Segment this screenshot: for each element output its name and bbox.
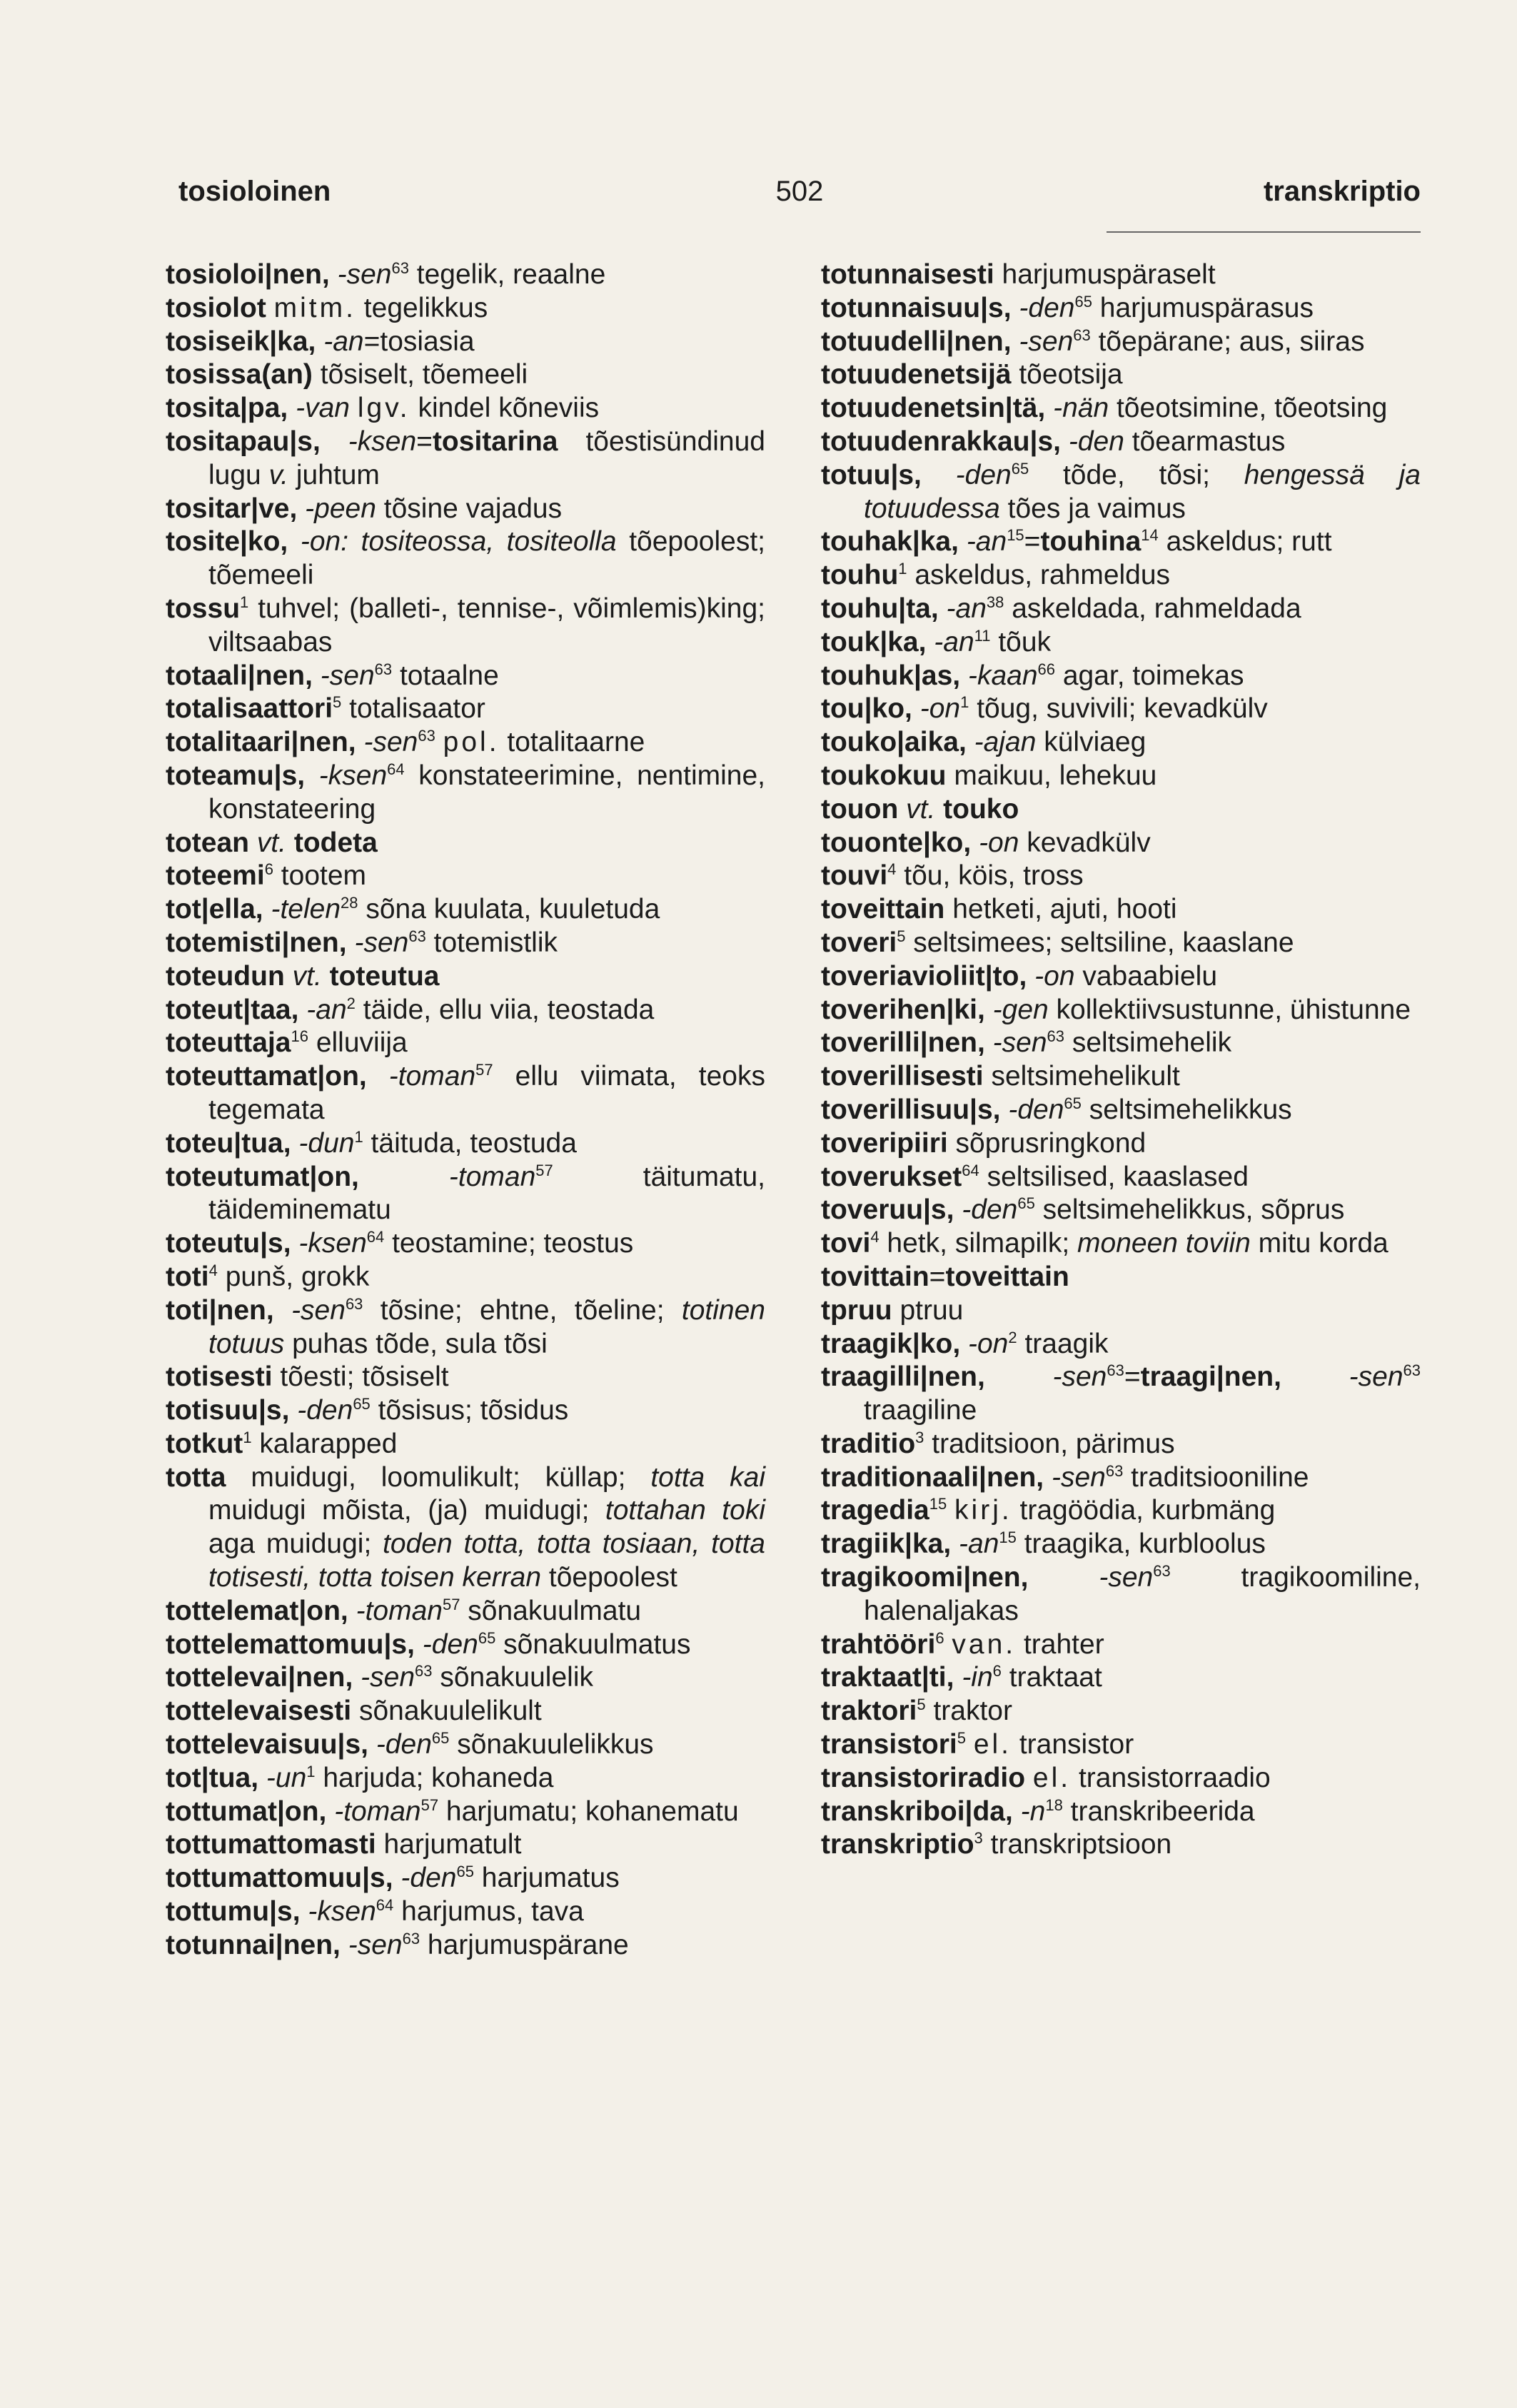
dictionary-entry (821, 425, 1421, 459)
entry-headword: toteemi (166, 860, 265, 892)
entry-headword: tosiolot (166, 292, 266, 323)
entry-headword: totuudelli|nen, (821, 326, 1012, 357)
entry-definition: vt. toteutua (292, 960, 440, 992)
entry-definition: -van lgv. kindel kõneviis (296, 393, 600, 424)
entry-headword: totuudenrakkau|s, (821, 425, 1061, 457)
dictionary-entry (166, 1294, 765, 1361)
entry-definition: -den$^{65}$ harjumatus (400, 1863, 620, 1894)
dictionary-entry (166, 726, 765, 760)
entry-definition: -ksen$^{64}$ konstateerimine, nentimine, konstateering (208, 760, 766, 825)
entry-headword: tosita|pa, (166, 393, 288, 424)
entry-headword: tositar|ve, (166, 493, 298, 524)
dictionary-entry (166, 1895, 765, 1929)
dictionary-entry (821, 994, 1421, 1027)
entry-definition: $^4$ hetk, silmapilk; moneen toviin mitu korda (870, 1228, 1389, 1259)
entry-definition: $-n^{18}$ transkribeerida (1020, 1795, 1255, 1827)
entry-headword: traditionaali|nen, (821, 1461, 1044, 1493)
entry-headword: touon (821, 793, 899, 825)
entry-headword: toti (166, 1261, 209, 1292)
entry-definition: -kaan$^{66}$ agar, toimekas (967, 660, 1244, 691)
dictionary-entry (166, 692, 765, 726)
entry-definition: -telen$^{28}$ sõna kuulata, kuuletuda (271, 894, 660, 925)
entry-definition: harjumatult (376, 1829, 522, 1860)
entry-headword: totuu|s, (821, 459, 922, 490)
dictionary-entry (821, 1661, 1421, 1695)
entry-headword: toverillisuu|s, (821, 1094, 1001, 1125)
dictionary-entry (821, 1261, 1421, 1294)
entry-definition: $-an^{11}$ tõuk (934, 626, 1052, 658)
entry-headword: touhak|ka, (821, 526, 959, 558)
dictionary-entry (166, 593, 765, 660)
entry-definition: el. transistorraadio (1032, 1762, 1271, 1793)
entry-definition: -sen$^{63}$ harjumuspärane (348, 1929, 629, 1960)
entry-definition: $-on^1$ tõug, suvivili; kevadkülv (919, 693, 1268, 725)
entry-definition: -den$^{65}$ seltsimehelikkus, sõprus (962, 1194, 1345, 1226)
dictionary-entry (821, 1294, 1421, 1328)
entry-definition: -toman$^{57}$ täitumatu, täideminematu (208, 1161, 765, 1226)
entry-definition: -gen kollektiivsustunne, ühistunne (992, 994, 1411, 1025)
entry-definition: $-un^1$ harjuda; kohaneda (266, 1762, 554, 1793)
entry-headword: tosite|ko, (166, 526, 288, 558)
entry-definition: -ajan külviaeg (974, 727, 1146, 758)
entry-headword: tragikoomi|nen, (821, 1562, 1029, 1593)
entry-headword: traktaat|ti, (821, 1662, 954, 1693)
entry-definition: $^1$ kalarapped (243, 1428, 398, 1459)
entry-headword: totunnai|nen, (166, 1929, 341, 1960)
entry-headword: tottelevai|nen, (166, 1662, 353, 1693)
dictionary-entry (166, 1595, 765, 1628)
entry-definition: -dun$^1$ täituda, teostuda (298, 1127, 577, 1159)
entry-headword: totuudenetsin|tä, (821, 393, 1046, 424)
entry-definition: hetketi, ajuti, hooti (944, 894, 1177, 925)
dictionary-entry (166, 1795, 765, 1829)
dictionary-entry (821, 292, 1421, 326)
entry-definition: -den$^{65}$ tõsisus; tõsidus (297, 1395, 569, 1426)
entry-definition: $^4$ tõu, köis, tross (887, 860, 1084, 892)
entry-headword: totisesti (166, 1361, 273, 1393)
dictionary-entry (166, 994, 765, 1027)
dictionary-entry (166, 827, 765, 860)
entry-headword: transistoriradio (821, 1762, 1026, 1793)
entry-definition: $-an^{15}$ traagika, kurbloolus (959, 1528, 1266, 1560)
entry-headword: toverukset (821, 1161, 962, 1192)
entry-definition: vt. touko (906, 793, 1019, 825)
entry-headword: tpruu (821, 1294, 892, 1326)
entry-definition: -den$^{65}$ sõnakuulmatus (422, 1628, 691, 1660)
entry-headword: toteuttaja (166, 1027, 291, 1059)
dictionary-entry (821, 960, 1421, 994)
dictionary-entry (166, 1060, 765, 1127)
dictionary-entry (166, 258, 765, 292)
entry-definition: $^3$ transkriptsioon (974, 1829, 1172, 1860)
dictionary-entry (821, 1027, 1421, 1060)
entry-headword: touonte|ko, (821, 827, 972, 858)
entry-definition: -ksen$^{64}$ teostamine; teostus (298, 1228, 634, 1259)
dictionary-entry (166, 1161, 765, 1228)
dictionary-entry (166, 1428, 765, 1461)
dictionary-entry (821, 1428, 1421, 1461)
entry-definition: $^1$ askeldus, rahmeldus (898, 560, 1171, 591)
dictionary-entry (821, 559, 1421, 593)
entry-headword: toteudun (166, 960, 285, 992)
entry-headword: tottumattomasti (166, 1829, 376, 1860)
entry-headword: toukokuu (821, 760, 947, 791)
entry-headword: totalitaari|nen, (166, 727, 356, 758)
entry-headword: toverilli|nen, (821, 1027, 985, 1059)
dictionary-entry (821, 927, 1421, 960)
entry-definition: -peen tõsine vajadus (305, 493, 563, 524)
dictionary-entry (821, 326, 1421, 359)
entry-headword: toteamu|s, (166, 760, 306, 791)
entry-headword: transkriboi|da, (821, 1795, 1013, 1827)
dictionary-entry (166, 326, 765, 359)
entry-headword: traktori (821, 1696, 917, 1727)
entry-headword: transistori (821, 1729, 957, 1760)
entry-headword: toveittain (821, 894, 945, 925)
dictionary-entry (166, 927, 765, 960)
entry-definition: $^5$ el. transistor (957, 1729, 1134, 1760)
entry-definition: maikuu, lehekuu (946, 760, 1157, 791)
entry-definition: $^4$ punš, grokk (208, 1261, 370, 1292)
dictionary-entry (821, 1561, 1421, 1628)
entry-headword: totemisti|nen, (166, 927, 347, 958)
dictionary-entry (821, 1060, 1421, 1094)
entry-definition: $^3$ traditsioon, pärimus (915, 1428, 1175, 1459)
entry-headword: totkut (166, 1428, 243, 1459)
entry-definition: tõsiselt, tõemeeli (312, 359, 528, 391)
entry-headword: toverihen|ki, (821, 994, 985, 1025)
entry-definition: -ksen=tositarina tõestisündinud lugu v. juhtum (208, 425, 765, 490)
dictionary-entry (166, 1394, 765, 1428)
dictionary-entry (821, 1494, 1421, 1528)
entry-headword: tottumattomuu|s, (166, 1863, 393, 1894)
entry-definition: -den tõearmastus (1068, 425, 1286, 457)
entry-headword: touko|aika, (821, 727, 967, 758)
dictionary-entry (821, 893, 1421, 927)
entry-definition: -den$^{65}$ tõde, tõsi; hengessä ja totuudessa tões ja vaimus (864, 459, 1421, 524)
entry-headword: tovittain (821, 1261, 929, 1292)
page-number: 502 (775, 176, 824, 207)
entry-headword: transkriptio (821, 1829, 974, 1860)
entry-headword: toteutumat|on, (166, 1161, 359, 1192)
entry-definition: $-on^2$ traagik (968, 1328, 1109, 1359)
dictionary-entry (166, 1828, 765, 1862)
entry-definition: mitm. tegelikkus (273, 292, 488, 323)
dictionary-entry (166, 760, 765, 827)
entry-definition: -sen$^{63}$ totaalne (320, 660, 499, 691)
dictionary-entry (821, 258, 1421, 292)
entry-definition: $-an^2$ täide, ellu viia, teostada (306, 994, 655, 1025)
entry-headword: totunnaisuu|s, (821, 292, 1012, 323)
entry-definition: $^6$ van. trahter (935, 1628, 1104, 1660)
entry-headword: touk|ka, (821, 626, 927, 658)
entry-definition: harjumuspäraselt (994, 259, 1216, 290)
entry-definition: -den$^{65}$ seltsimehelikkus (1008, 1094, 1292, 1125)
dictionary-entry (821, 358, 1421, 392)
dictionary-entry (166, 1127, 765, 1161)
dictionary-entry (166, 1762, 765, 1795)
entry-headword: totalisaattori (166, 693, 333, 725)
entry-headword: trahtööri (821, 1628, 936, 1660)
dictionary-entry (821, 860, 1421, 893)
dictionary-entry (166, 1628, 765, 1662)
page-header (178, 176, 1421, 218)
entry-headword: traagik|ko, (821, 1328, 961, 1359)
entry-headword: tosissa(an) (166, 359, 313, 391)
dictionary-entry (166, 1862, 765, 1895)
right-column (821, 258, 1421, 1862)
left-column (166, 258, 765, 1963)
dictionary-entry (166, 960, 765, 994)
entry-headword: touhuk|as, (821, 660, 961, 691)
entry-headword: tossu (166, 593, 241, 624)
entry-headword: toveriavioliit|to, (821, 960, 1027, 992)
entry-definition: $-an^{15}=touhina^{14}$ askeldus; rutt (966, 526, 1332, 558)
entry-definition: -on vabaabielu (1034, 960, 1218, 992)
entry-definition: -ksen$^{64}$ harjumus, tava (308, 1896, 584, 1928)
dictionary-entry (166, 860, 765, 893)
entry-definition: muidugi, loomulikult; küllap; totta kai muidugi mõista, (ja) muidugi; tottahan toki aga muidugi; toden totta, totta tosiaan, totta totisesti, totta toisen kerran tõepoolest (208, 1461, 765, 1593)
entry-definition: -sen$^{63}$=traagi|nen, -sen$^{63}$ traagiline (864, 1361, 1421, 1426)
dictionary-entry (821, 760, 1421, 793)
entry-definition: ptruu (892, 1294, 964, 1326)
dictionary-entry (821, 1728, 1421, 1762)
entry-headword: tottelemattomuu|s, (166, 1628, 415, 1660)
entry-headword: toveruu|s, (821, 1194, 954, 1226)
entry-headword: tottelevaisuu|s, (166, 1729, 368, 1760)
entry-headword: totaali|nen, (166, 660, 313, 691)
entry-definition: seltsimehelikult (983, 1061, 1180, 1092)
entry-headword: toteuttamat|on, (166, 1061, 367, 1092)
entry-headword: traagilli|nen, (821, 1361, 985, 1393)
entry-headword: toverillisesti (821, 1061, 984, 1092)
entry-definition: -sen$^{63}$ tõsine; ehtne, tõeline; totinen totuus puhas tõde, sula tõsi (208, 1294, 765, 1359)
entry-definition: tõesti; tõsiselt (272, 1361, 449, 1393)
entry-headword: totta (166, 1461, 226, 1493)
entry-headword: toteutu|s, (166, 1228, 291, 1259)
entry-headword: toveripiiri (821, 1127, 948, 1159)
entry-definition: -toman$^{57}$ sõnakuulmatu (356, 1595, 642, 1626)
entry-definition: -toman$^{57}$ harjumatu; kohanematu (334, 1795, 739, 1827)
dictionary-entry (166, 1728, 765, 1762)
entry-definition: sõprusringkond (947, 1127, 1146, 1159)
entry-definition: -nän tõeotsimine, tõeotsing (1053, 393, 1388, 424)
dictionary-entry (821, 459, 1421, 526)
dictionary-entry (821, 827, 1421, 860)
entry-headword: tot|ella, (166, 894, 263, 925)
entry-headword: toteu|tua, (166, 1127, 291, 1159)
dictionary-entry (821, 1227, 1421, 1261)
dictionary-entry (166, 1027, 765, 1060)
entry-headword: tou|ko, (821, 693, 912, 725)
entry-definition: -den$^{65}$ harjumuspärasus (1019, 292, 1314, 323)
dictionary-entry (166, 493, 765, 526)
entry-headword: touhu|ta, (821, 593, 939, 624)
dictionary-entry (166, 292, 765, 326)
entry-definition: $^{64}$ seltsilised, kaaslased (962, 1161, 1249, 1192)
entry-headword: tottelevaisesti (166, 1696, 352, 1727)
dictionary-entry (821, 593, 1421, 626)
dictionary-entry (166, 1261, 765, 1294)
dictionary-entry (166, 525, 765, 593)
dictionary-entry (821, 1828, 1421, 1862)
entry-definition: tõeotsija (1011, 359, 1123, 391)
entry-definition: -sen$^{63}$ tegelik, reaalne (337, 259, 606, 290)
dictionary-entry (821, 392, 1421, 425)
entry-headword: tottumu|s, (166, 1896, 301, 1928)
entry-headword: totean (166, 827, 249, 858)
entry-definition: -sen$^{63}$ traditsiooniline (1051, 1461, 1309, 1493)
entry-headword: totunnaisesti (821, 259, 994, 290)
dictionary-entry (821, 1795, 1421, 1829)
entry-definition: -sen$^{63}$ sõnakuulelik (361, 1662, 593, 1693)
entry-definition: $^6$ tootem (264, 860, 367, 892)
dictionary-entry (166, 1695, 765, 1728)
entry-definition: $^5$ seltsimees; seltsiline, kaaslane (897, 927, 1294, 958)
dictionary-entry (166, 425, 765, 493)
dictionary-entry (821, 1161, 1421, 1194)
dictionary-entry (166, 392, 765, 425)
entry-headword: tragiik|ka, (821, 1528, 952, 1560)
entry-headword: tottelemat|on, (166, 1595, 348, 1626)
dictionary-entry (821, 1361, 1421, 1428)
entry-headword: tosiseik|ka, (166, 326, 316, 357)
dictionary-entry (166, 660, 765, 693)
header-first-word: tosioloinen (178, 176, 331, 207)
dictionary-entry (821, 1762, 1421, 1795)
dictionary-entry (821, 1194, 1421, 1227)
entry-definition: -sen$^{63}$ seltsimehelik (992, 1027, 1232, 1059)
entry-definition: $^5$ traktor (917, 1696, 1012, 1727)
entry-headword: touvi (821, 860, 888, 892)
entry-definition: -on kevadkülv (979, 827, 1151, 858)
entry-headword: tovi (821, 1228, 871, 1259)
entry-headword: traditio (821, 1428, 916, 1459)
entry-headword: totuudenetsijä (821, 359, 1012, 391)
entry-definition: $-an^{38}$ askeldada, rahmeldada (946, 593, 1301, 624)
dictionary-entry (821, 1328, 1421, 1361)
entry-headword: tottumat|on, (166, 1795, 327, 1827)
dictionary-entry (166, 1461, 765, 1595)
entry-definition: vt. todeta (256, 827, 378, 858)
dictionary-entry (821, 1094, 1421, 1127)
entry-definition: $^{15}$ kirj. tragöödia, kurbmäng (929, 1495, 1276, 1526)
entry-headword: toveri (821, 927, 897, 958)
dictionary-entry (166, 893, 765, 927)
entry-definition: $^1$ tuhvel; (balleti-, tennise-, võimlemis)king; viltsaabas (208, 593, 765, 658)
entry-definition: -den$^{65}$ sõnakuulelikkus (376, 1729, 654, 1760)
entry-headword: tositapau|s, (166, 425, 321, 457)
dictionary-entry (821, 726, 1421, 760)
entry-headword: tot|tua, (166, 1762, 259, 1793)
dictionary-entry (166, 1661, 765, 1695)
entry-definition: =toveittain (929, 1261, 1069, 1292)
entry-headword: tragedia (821, 1495, 929, 1526)
header-last-word: transkriptio (1263, 176, 1421, 207)
entry-definition: $^{16}$ elluviija (291, 1027, 408, 1059)
dictionary-entry (821, 1628, 1421, 1662)
entry-headword: totisuu|s, (166, 1395, 290, 1426)
dictionary-entry (821, 1528, 1421, 1561)
dictionary-entry (821, 692, 1421, 726)
entry-headword: touhu (821, 560, 899, 591)
entry-definition: sõnakuulelikult (351, 1696, 542, 1727)
dictionary-entry (166, 1929, 765, 1963)
dictionary-entry (821, 1695, 1421, 1728)
entry-definition: -toman$^{57}$ ellu viimata, teoks tegemata (208, 1061, 765, 1125)
entry-definition: $-in^6$ traktaat (962, 1662, 1102, 1693)
header-rule (1107, 231, 1421, 233)
entry-definition: $^5$ totalisaator (333, 693, 485, 725)
entry-headword: tosioloi|nen, (166, 259, 330, 290)
dictionary-entry (166, 358, 765, 392)
entry-definition: -sen$^{63}$ tõepärane; aus, siiras (1019, 326, 1365, 357)
dictionary-entry (166, 1361, 765, 1394)
entry-definition: -sen$^{63}$ totemistlik (354, 927, 558, 958)
dictionary-entry (821, 660, 1421, 693)
dictionary-entry (821, 1461, 1421, 1495)
dictionary-entry (166, 1227, 765, 1261)
dictionary-entry (821, 793, 1421, 827)
entry-headword: toteut|taa, (166, 994, 299, 1025)
dictionary-entry (821, 525, 1421, 559)
entry-definition: -an=tosiasia (323, 326, 475, 357)
entry-definition: -sen$^{63}$ pol. totalitaarne (363, 727, 645, 758)
dictionary-entry (821, 1127, 1421, 1161)
entry-definition: -on: tositeossa, tositeolla tõepoolest; tõemeeli (208, 526, 766, 591)
entry-definition: -sen$^{63}$ tragikoomiline, halenaljakas (864, 1562, 1421, 1626)
dictionary-entry (821, 626, 1421, 660)
entry-headword: toti|nen, (166, 1294, 274, 1326)
